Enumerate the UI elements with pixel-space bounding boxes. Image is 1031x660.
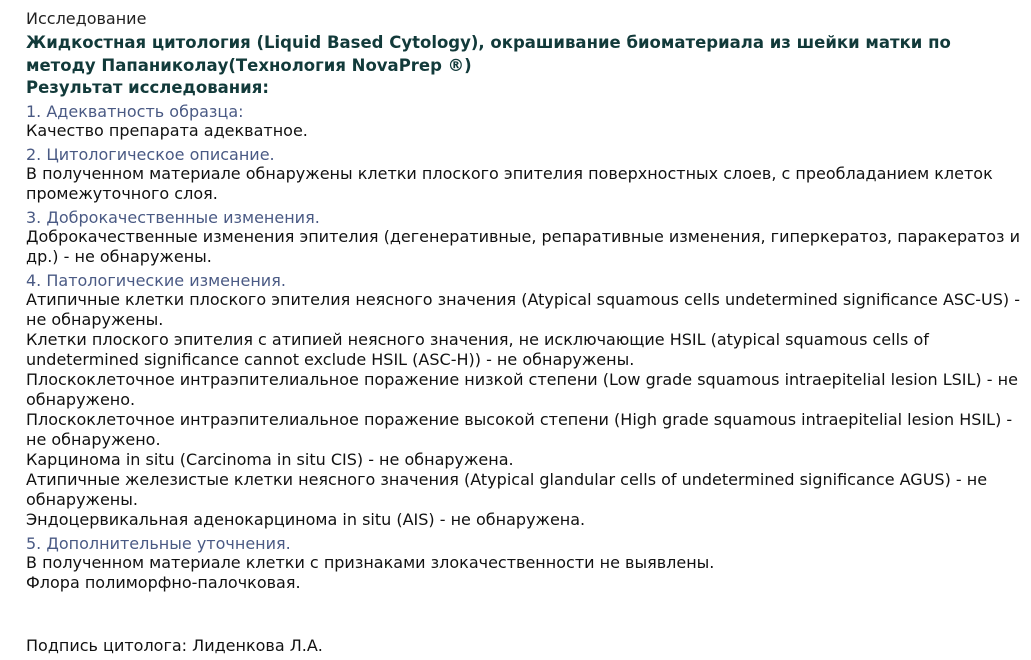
- section-text: Качество препарата адекватное.: [26, 121, 308, 140]
- section-title: 3. Доброкачественные изменения.: [26, 208, 320, 227]
- finding-lsil: Плоскоклеточное интраэпителиальное поражение низкой степени (Low grade squamous intraepitelial lesion LSIL) - не обнаружено.: [26, 370, 1018, 409]
- finding-ais: Эндоцервикальная аденокарцинома in situ (AIS) - не обнаружена.: [26, 510, 586, 529]
- section-title: 4. Патологические изменения.: [26, 271, 286, 290]
- note-flora: Флора полиморфно-палочковая.: [26, 573, 301, 592]
- section-title: 5. Дополнительные уточнения.: [26, 534, 291, 553]
- section-cytology-description: [26, 145, 1026, 204]
- cytology-report: [26, 9, 1026, 593]
- section-text: Доброкачественные изменения эпителия (дегенеративные, репаративные изменения, гиперкератоз, паракератоз и др.) - не обнаружены.: [26, 227, 1020, 266]
- test-name: Жидкостная цитология (Liquid Based Cytology), окрашивание биоматериала из шейки матки по методу Папаниколау(Технология NovaPrep ®): [26, 33, 951, 75]
- section-benign-changes: [26, 208, 1026, 267]
- section-pathological-changes: [26, 271, 1026, 530]
- finding-asc-us: Атипичные клетки плоского эпителия неясного значения (Atypical squamous cells undetermined significance ASC-US) - не обнаружены.: [26, 290, 1020, 329]
- section-adequacy: [26, 102, 1026, 141]
- document-label: Исследование: [26, 9, 147, 28]
- finding-cis: Карцинома in situ (Carcinoma in situ CIS) - не обнаружена.: [26, 450, 514, 469]
- section-title: 1. Адекватность образца:: [26, 102, 244, 121]
- finding-hsil: Плоскоклеточное интраэпителиальное поражение высокой степени (High grade squamous intraepitelial lesion HSIL) - не обнаружено.: [26, 410, 1013, 449]
- finding-agus: Атипичные железистые клетки неясного значения (Atypical glandular cells of undetermined significance AGUS) - не обнаружены.: [26, 470, 988, 509]
- note-malignancy: В полученном материале клетки с признаками злокачественности не выявлены.: [26, 553, 715, 572]
- cytologist-signature: Подпись цитолога: Лиденкова Л.А.: [26, 636, 323, 655]
- finding-asc-h: Клетки плоского эпителия с атипией неясного значения, не исключающие HSIL (atypical squamous cells of undetermined significance cannot exclude HSIL (ASC-H)) - не обнаружены.: [26, 330, 929, 369]
- result-heading: Результат исследования:: [26, 78, 269, 97]
- section-text: В полученном материале обнаружены клетки плоского эпителия поверхностных слоев, с преобладанием клеток промежуточного слоя.: [26, 164, 993, 203]
- section-title: 2. Цитологическое описание.: [26, 145, 275, 164]
- section-additional-notes: [26, 534, 1026, 593]
